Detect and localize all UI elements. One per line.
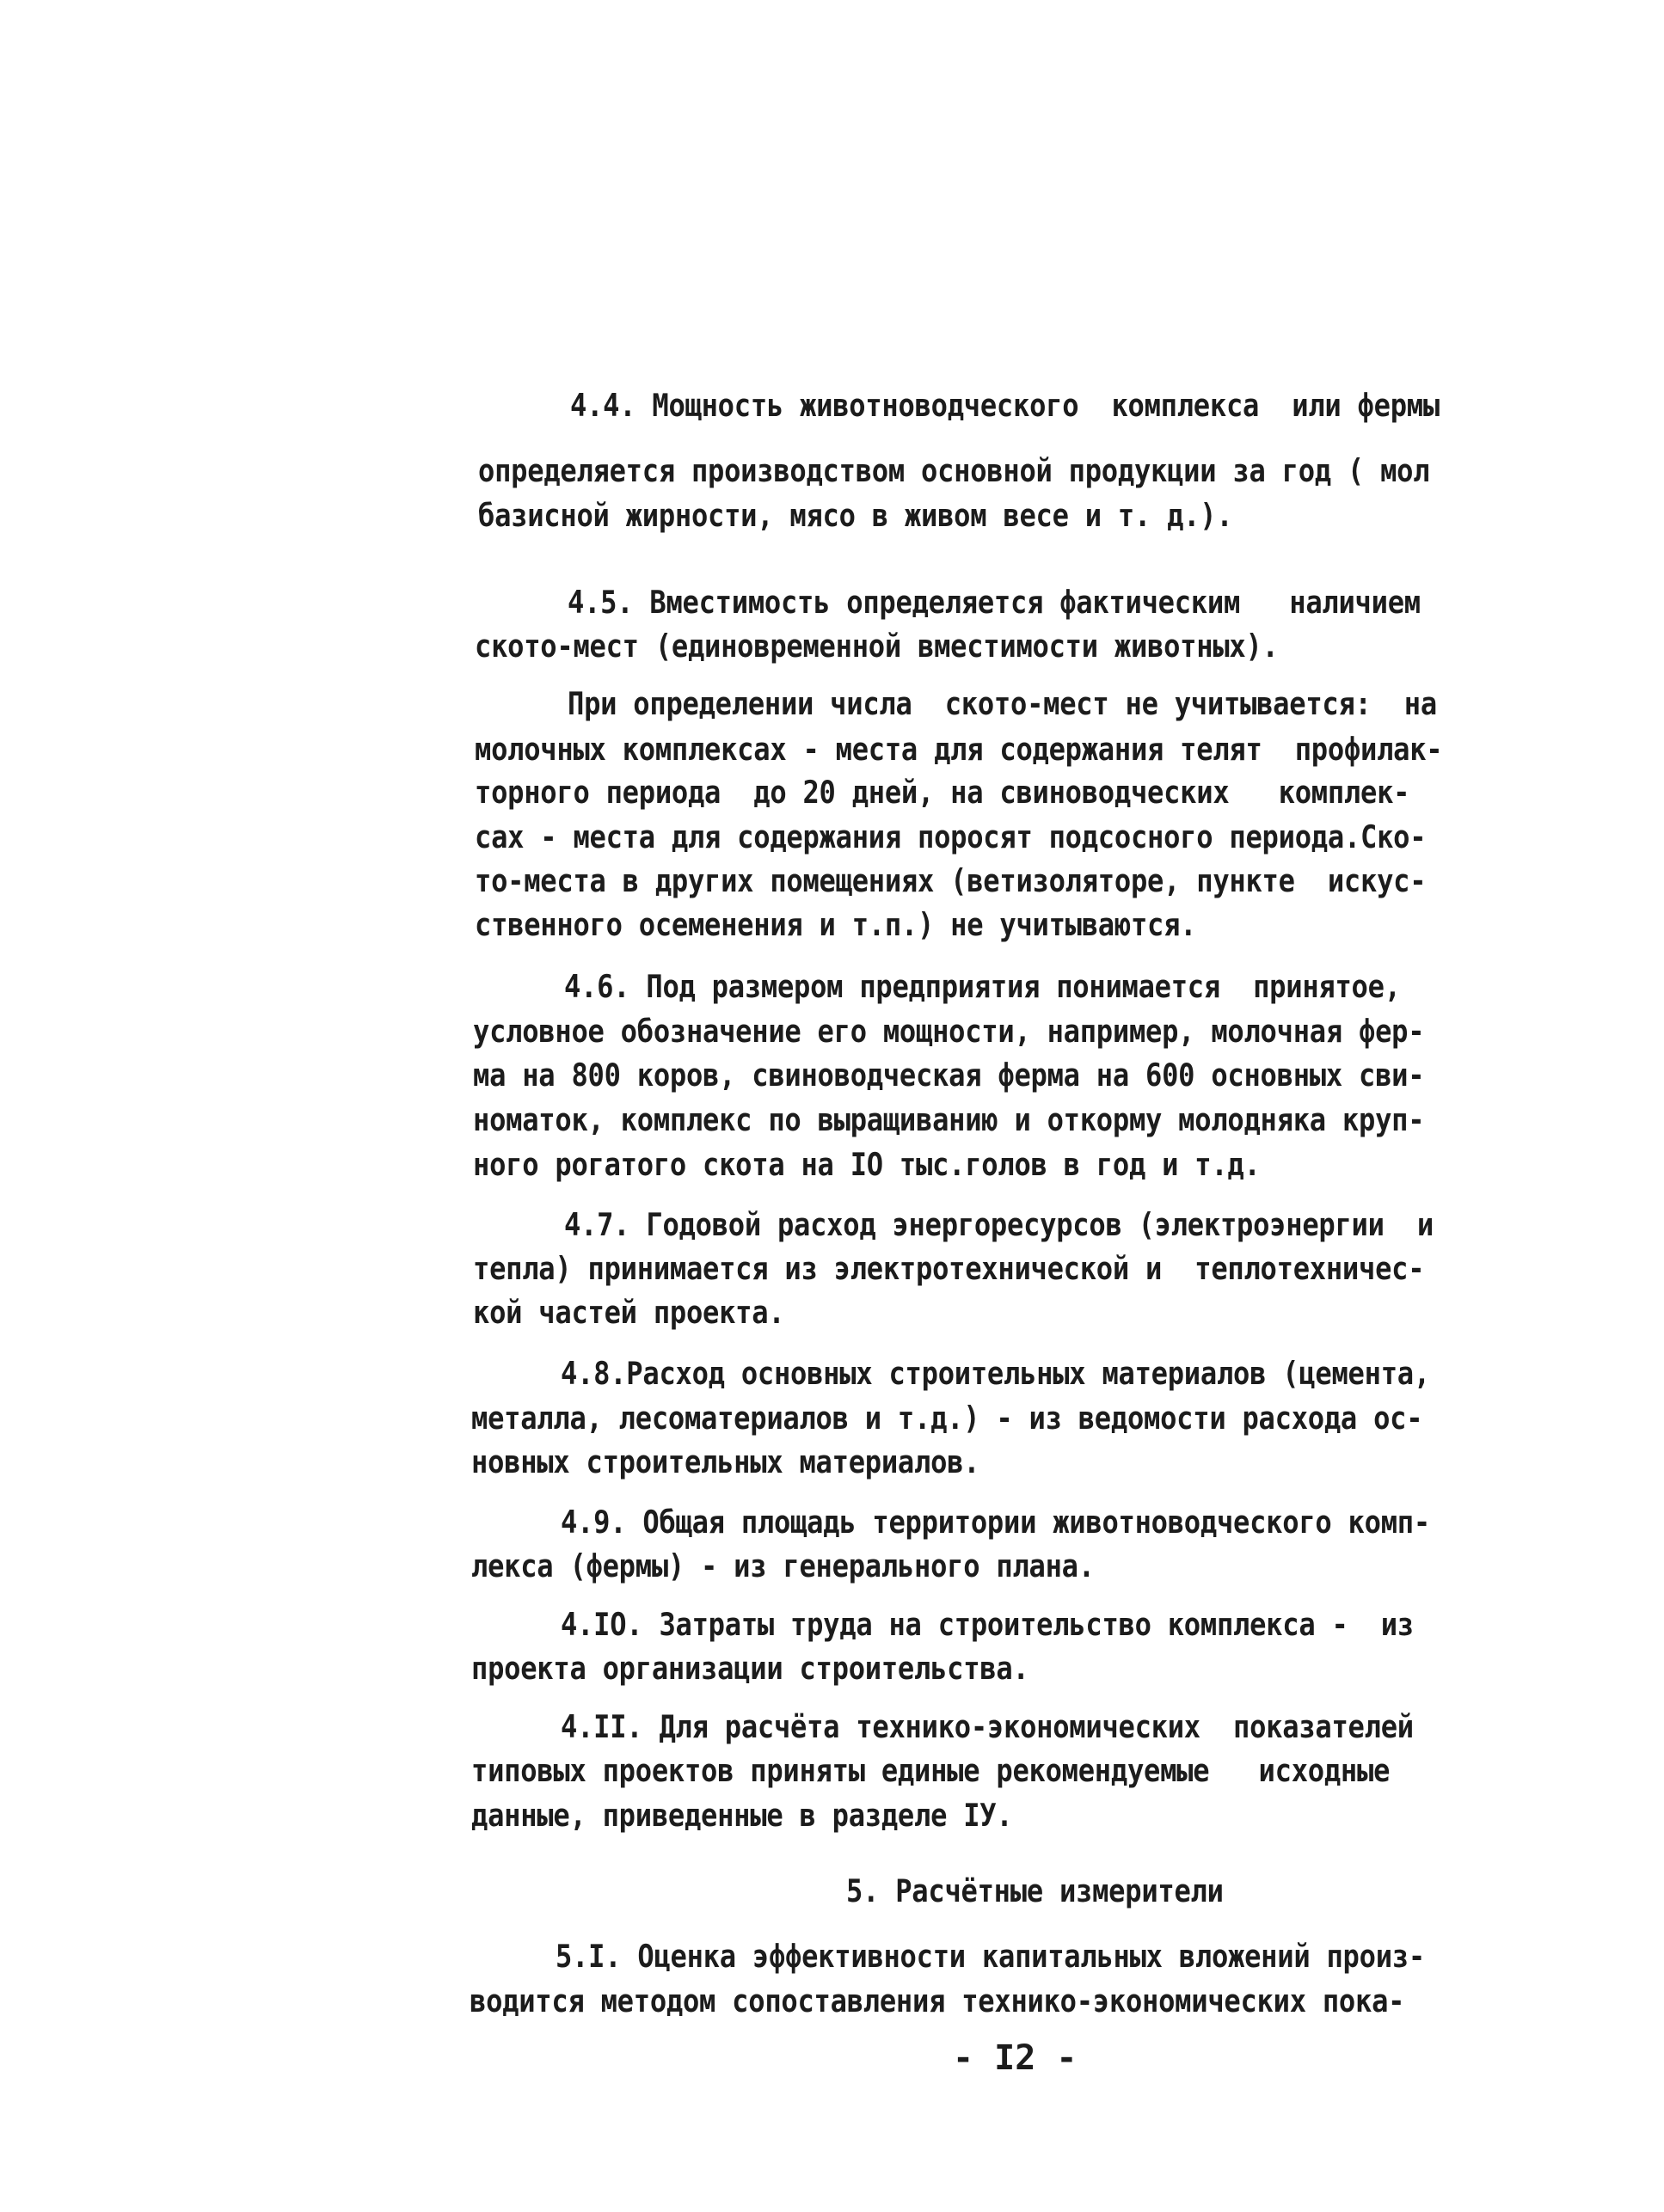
- text-line: данные, приведенные в разделе IУ.: [471, 1797, 1013, 1834]
- text-line: тепла) принимается из электротехнической и теплотехничес-: [473, 1250, 1425, 1287]
- text-line: кой частей проекта.: [473, 1294, 785, 1331]
- text-line: 4.9. Общая площадь территории животноводческого комп-: [561, 1504, 1430, 1541]
- text-line: 4.6. Под размером предприятия понимается принятое,: [564, 968, 1401, 1005]
- text-line: номаток, комплекс по выращиванию и откорму молодняка круп-: [473, 1101, 1425, 1138]
- text-line: 4.8.Расход основных строительных материалов (цемента,: [561, 1355, 1430, 1392]
- text-line: типовых проектов приняты единые рекомендуемые исходные: [471, 1752, 1391, 1789]
- text-line: 4.7. Годовой расход энергоресурсов (электроэнергии и: [564, 1206, 1434, 1243]
- text-line: условное обозначение его мощности, например, молочная фер-: [473, 1013, 1425, 1050]
- text-line: 4.4. Мощность животноводческого комплекса или фермы: [570, 387, 1440, 424]
- text-line: ското-мест (единовременной вместимости животных).: [475, 628, 1279, 665]
- section-heading: 5. Расчётные измерители: [846, 1872, 1224, 1909]
- text-line: ственного осеменения и т.п.) не учитываются.: [475, 906, 1197, 943]
- text-line: металла, лесоматериалов и т.д.) - из ведомости расхода ос-: [471, 1400, 1423, 1437]
- text-line: водится методом сопоставления технико-экономических пока-: [470, 1982, 1405, 2019]
- text-line: При определении числа ското-мест не учитывается: на: [568, 685, 1437, 722]
- text-line: 4.5. Вместимость определяется фактическим наличием: [568, 584, 1421, 621]
- text-line: 4.II. Для расчёта технико-экономических показателей: [561, 1708, 1414, 1745]
- page-number: - I2 -: [953, 2038, 1078, 2078]
- text-line: 4.IO. Затраты труда на строительство комплекса - из: [561, 1606, 1414, 1643]
- text-line: сах - места для содержания поросят подсосного периода.Ско-: [475, 818, 1427, 855]
- text-line: базисной жирности, мясо в живом весе и т. д.).: [478, 497, 1233, 534]
- text-line: молочных комплексах - места для содержания телят профилак-: [475, 731, 1443, 768]
- text-line: лекса (фермы) - из генерального плана.: [471, 1547, 1095, 1584]
- text-line: торного периода до 20 дней, на свиноводческих комплек-: [475, 774, 1410, 811]
- text-line: то-места в других помещениях (ветизоляторе, пункте искус-: [475, 862, 1427, 899]
- text-line: новных строительных материалов.: [471, 1443, 980, 1480]
- text-line: ма на 800 коров, свиноводческая ферма на 600 основных сви-: [473, 1057, 1425, 1094]
- text-line: ного рогатого скота на IO тыс.голов в год и т.д.: [473, 1146, 1261, 1183]
- text-line: 5.I. Оценка эффективности капитальных вложений произ-: [556, 1938, 1425, 1975]
- text-line: определяется производством основной продукции за год ( мол: [478, 452, 1430, 489]
- text-line: проекта организации строительства.: [471, 1650, 1029, 1687]
